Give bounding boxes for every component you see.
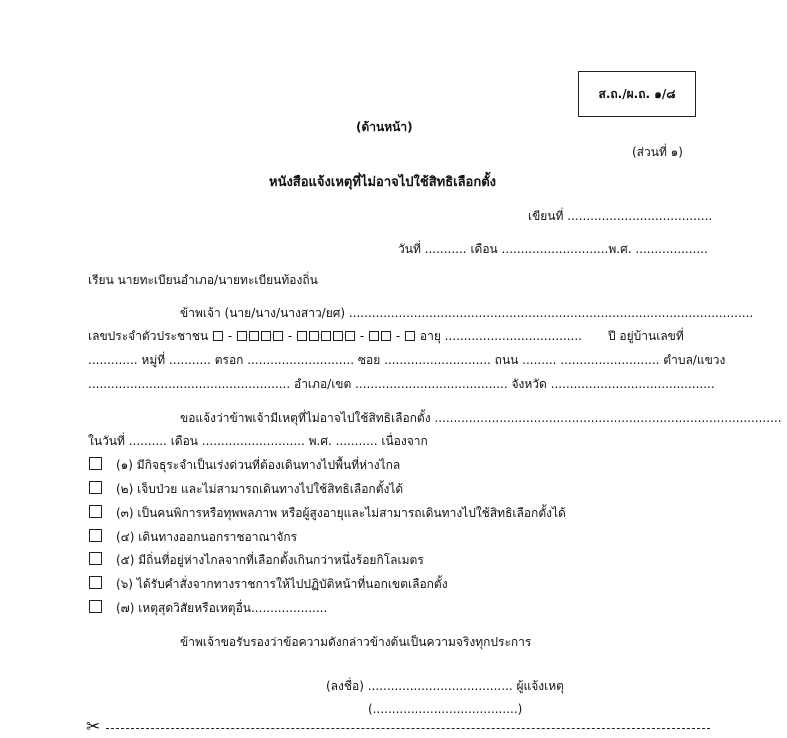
citizen-id-label: เลขประจำตัวประชาชน [88, 329, 209, 343]
reason-checkbox-5[interactable] [89, 552, 102, 565]
id-digit-box[interactable] [261, 331, 271, 341]
reason-checkbox-3[interactable] [89, 505, 102, 518]
id-digit-box[interactable] [249, 331, 259, 341]
part-label: (ส่วนที่ ๑) [632, 145, 683, 159]
id-digit-box[interactable] [273, 331, 283, 341]
age-field[interactable]: อายุ .................................... [419, 329, 582, 343]
notice-line-2[interactable]: ในวันที่ .......... เดือน ........................... พ.ศ. ........... เนื่องจาก [88, 434, 428, 448]
address-line-1[interactable]: ............. หมู่ที่ ........... ตรอก ............................ ซอย ............................ ถนน ......... .......................... ตำบล/แขวง [88, 353, 726, 367]
reason-label-6: (๖) ได้รับคำสั่งจากทางราชการให้ไปปฏิบัติหน้าที่นอกเขตเลือกตั้ง [116, 577, 448, 591]
signature-line[interactable]: (ลงชื่อ) ...................................... ผู้แจ้งเหตุ [326, 679, 564, 693]
citizen-id-boxes[interactable] [212, 329, 420, 343]
id-separator: - [287, 329, 293, 343]
id-digit-box[interactable] [369, 331, 379, 341]
house-number-label: ปี อยู่บ้านเลขที่ [608, 329, 684, 343]
id-separator: - [395, 329, 401, 343]
date-field[interactable]: วันที่ ........... เดือน ............................พ.ศ. ................... [398, 242, 708, 256]
reason-checkbox-4[interactable] [89, 529, 102, 542]
id-digit-box[interactable] [345, 331, 355, 341]
id-digit-box[interactable] [333, 331, 343, 341]
declarant-name-field[interactable]: ข้าพเจ้า (นาย/นาง/นางสาว/ยศ) .......................................................................................................... [180, 306, 754, 320]
recipient-line: เรียน นายทะเบียนอำเภอ/นายทะเบียนท้องถิ่น [88, 273, 318, 287]
id-separator: - [359, 329, 365, 343]
reason-checkbox-7[interactable] [89, 600, 102, 613]
scissors-icon: ✂ [86, 717, 101, 737]
citizen-id-row [88, 330, 582, 342]
reason-checkbox-6[interactable] [89, 576, 102, 589]
side-label: (ด้านหน้า) [356, 120, 413, 134]
reason-label-2: (๒) เจ็บป่วย และไม่สามารถเดินทางไปใช้สิทธิเลือกตั้งได้ [116, 482, 404, 496]
reason-checkbox-1[interactable] [89, 457, 102, 470]
cut-line [106, 728, 710, 729]
id-digit-box[interactable] [381, 331, 391, 341]
notice-line-1[interactable]: ขอแจ้งว่าข้าพเจ้ามีเหตุที่ไม่อาจไปใช้สิทธิเลือกตั้ง ........................................................................................... [180, 411, 782, 425]
address-line-2[interactable]: ..................................................... อำเภอ/เขต ........................................ จังหวัด ........................................... [88, 377, 715, 391]
reason-checkbox-2[interactable] [89, 481, 102, 494]
id-digit-box[interactable] [213, 331, 223, 341]
printed-name-line[interactable]: (......................................) [368, 702, 523, 716]
reason-label-4: (๔) เดินทางออกนอกราชอาณาจักร [116, 530, 298, 544]
id-digit-box[interactable] [321, 331, 331, 341]
id-digit-box[interactable] [297, 331, 307, 341]
form-code: ส.ถ./ผ.ถ. ๑/๘ [598, 86, 676, 101]
reason-label-3: (๓) เป็นคนพิการหรือทุพพลภาพ หรือผู้สูงอายุและไม่สามารถเดินทางไปใช้สิทธิเลือกตั้งได้ [116, 506, 566, 520]
id-separator: - [227, 329, 233, 343]
reason-label-5: (๕) มีถิ่นที่อยู่ห่างไกลจากที่เลือกตั้งเกินกว่าหนึ่งร้อยกิโลเมตร [116, 553, 424, 567]
reason-label-1: (๑) มีกิจธุระจำเป็นเร่งด่วนที่ต้องเดินทางไปพื้นที่ห่างไกล [116, 458, 401, 472]
certification-statement: ข้าพเจ้าขอรับรองว่าข้อความดังกล่าวข้างต้นเป็นความจริงทุกประการ [180, 635, 532, 649]
form-code-box [578, 71, 696, 117]
id-digit-box[interactable] [237, 331, 247, 341]
written-at-field[interactable]: เขียนที่ ...................................... [528, 209, 713, 223]
id-digit-box[interactable] [405, 331, 415, 341]
form-title: หนังสือแจ้งเหตุที่ไม่อาจไปใช้สิทธิเลือกตั้ง [269, 175, 497, 190]
reason-label-7[interactable]: (๗) เหตุสุดวิสัยหรือเหตุอื่น.................... [116, 601, 328, 615]
id-digit-box[interactable] [309, 331, 319, 341]
